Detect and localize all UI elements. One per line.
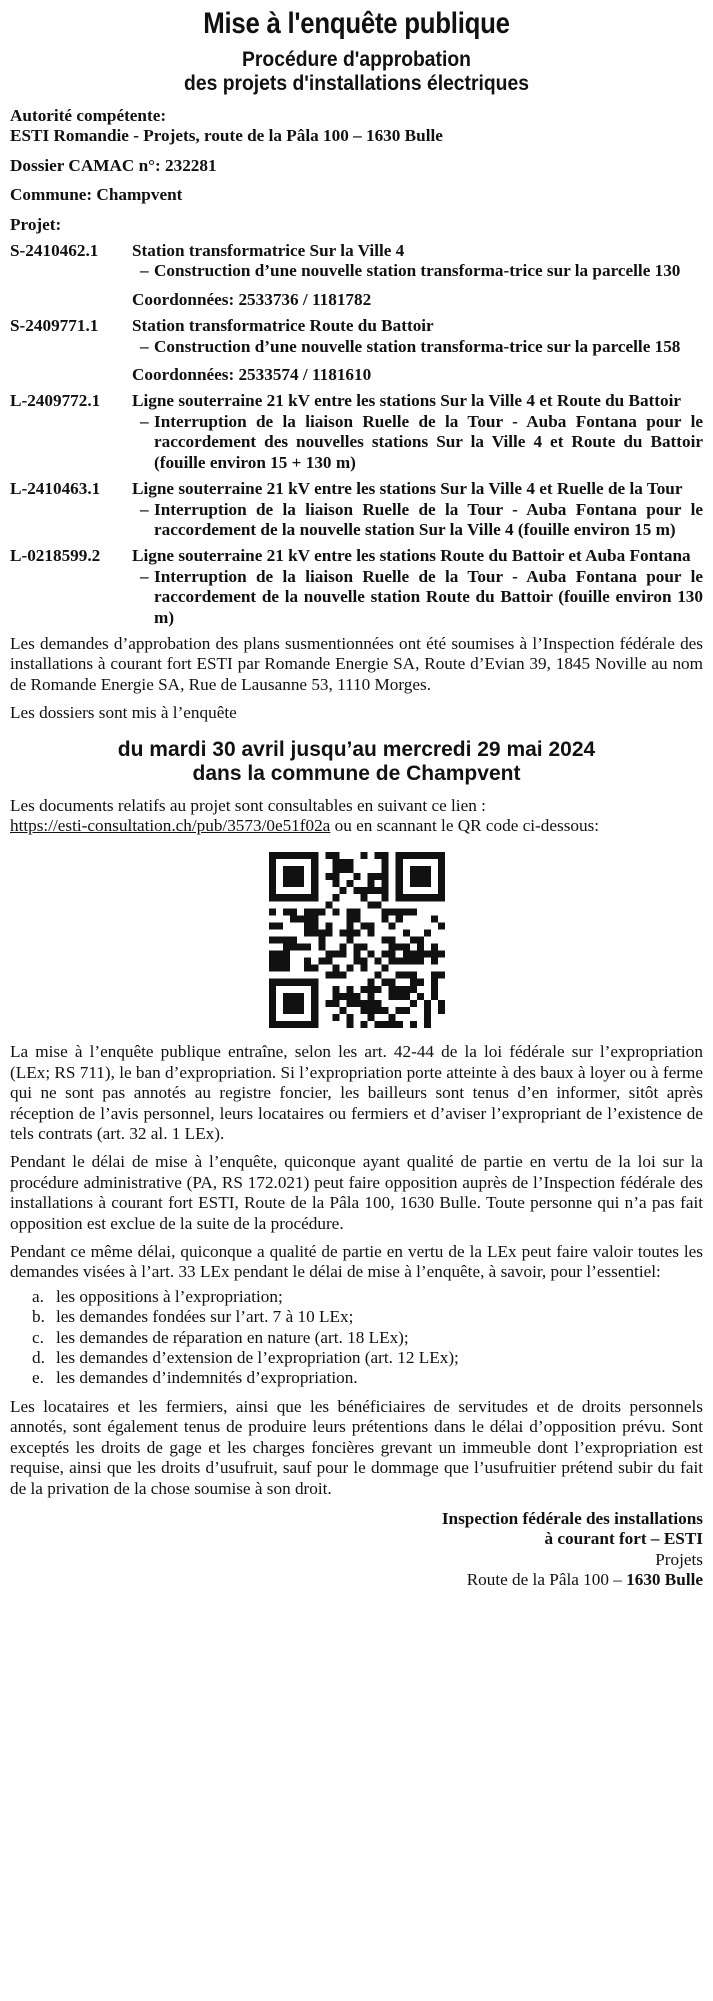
inquiry-dates — [10, 738, 703, 786]
list-item: b. les demandes fondées sur l’art. 7 à 10 LEx; — [32, 1307, 354, 1327]
project-description: Construction d’une nouvelle station transforma-trice sur la parcelle 158 — [154, 336, 681, 356]
project-label: Projet: — [10, 214, 62, 234]
claims-paragraph: Pendant ce même délai, quiconque a qualité de partie en vertu de la LEx peut faire valoir toutes les demandes visées à l’art. 33 LEx pendant le délai de mise à l’enquête, à savoir, pour l’essentiel: — [10, 1242, 703, 1282]
project-title: Ligne souterraine 21 kV entre les stations Sur la Ville 4 et Route du Battoir — [132, 391, 682, 411]
list-item: e. les demandes d’indemnités d’expropriation. — [32, 1368, 358, 1388]
qr-code-container — [10, 852, 703, 1028]
page-title: Mise à l'enquête publique — [203, 7, 510, 40]
dossier-number: Dossier CAMAC n°: 232281 — [10, 155, 217, 175]
commune: Commune: Champvent — [10, 185, 183, 205]
project-description: Interruption de la liaison Ruelle de la Tour - Auba Fontana pour le raccordement de la nouvelle station Route du Battoir (fouille environ 130 m) — [154, 566, 703, 627]
project-code: L-2409772.1 — [10, 391, 101, 411]
project-code: S-2410462.1 — [10, 241, 99, 261]
signature-line-3: Projets — [655, 1549, 703, 1569]
expropriation-paragraph: La mise à l’enquête publique entraîne, selon les art. 42-44 de la loi fédérale sur l’expropriation (LEx; RS 711), le ban d’expropriation. Si l’expropriation porte atteinte à des baux à loyer ou à ferme qui ne sont pas annotés au registre foncier, les bailleurs sont tenus d’en informer, sitôt après réception de l’avis personnel, leurs locataires ou fermiers et d’aviser l’expropriant de l’existence de tels contrats (art. 32 al. 1 LEx). — [10, 1042, 703, 1143]
signature-address: Route de la Pâla 100 – 1630 Bulle — [466, 1570, 703, 1590]
project-coordinates: Coordonnées: 2533736 / 1181782 — [132, 289, 372, 309]
project-title: Station transformatrice Route du Battoir — [132, 316, 434, 336]
documents-qr-text: ou en scannant le QR code ci-dessous: — [334, 815, 600, 835]
project-code: S-2409771.1 — [10, 316, 99, 336]
subtitle-line-1: Procédure d'approbation — [242, 48, 471, 71]
project-code: L-2410463.1 — [10, 479, 101, 499]
authority-value: ESTI Romandie - Projets, route de la Pâla 100 – 1630 Bulle — [10, 126, 443, 146]
opposition-paragraph: Pendant le délai de mise à l’enquête, quiconque ayant qualité de partie en vertu de la loi sur la procédure administrative (PA, RS 172.021) peut faire opposition auprès de l’Inspection fédérale des installations à courant fort ESTI, Route de la Pâla 100, 1630 Bulle. Toute personne qui n’a pas fait opposition est exclue de la suite de la procédure. — [10, 1152, 703, 1233]
qr-code-icon[interactable] — [269, 852, 445, 1028]
list-item: d. les demandes d’extension de l’expropriation (art. 12 LEx); — [32, 1348, 459, 1368]
page-subtitle — [38, 48, 676, 96]
inquiry-period: du mardi 30 avril jusqu’au mercredi 29 mai 2024 — [117, 737, 596, 761]
submission-paragraph: Les demandes d’approbation des plans susmentionnées ont été soumises à l’Inspection fédérale des installations à courant fort ESTI par Romande Energie SA, Route d’Evian 39, 1845 Noville au nom de Romande Energie SA, Rue de Lausanne 53, 1110 Morges. — [10, 633, 703, 694]
list-item: a. les oppositions à l’expropriation; — [32, 1286, 283, 1306]
subtitle-line-2: des projets d'installations électriques — [184, 72, 529, 95]
inquiry-intro: Les dossiers sont mis à l’enquête — [10, 703, 237, 723]
project-entry: L-2409772.1 Ligne souterraine 21 kV entre les stations Sur la Ville 4 et Route du Battoir – Interruption de la liaison Ruelle de la Tour - Auba Fontana pour le raccordement des nouvelles stations Sur la Ville 4 et Route du Battoir (fouille environ 15 + 130 m) — [10, 391, 703, 472]
consultation-link[interactable]: https://esti-consultation.ch/pub/3573/0e51f02a — [10, 815, 331, 835]
project-title: Ligne souterraine 21 kV entre les stations Sur la Ville 4 et Ruelle de la Tour — [132, 479, 683, 499]
documents-paragraph — [10, 796, 703, 837]
dossier-meta — [10, 106, 703, 235]
claims-list — [32, 1287, 703, 1389]
documents-text: Les documents relatifs au projet sont consultables en suivant ce lien : — [10, 795, 486, 815]
project-description: Construction d’une nouvelle station transforma-trice sur la parcelle 130 — [154, 261, 681, 281]
project-coordinates: Coordonnées: 2533574 / 1181610 — [132, 365, 372, 385]
inquiry-location: dans la commune de Champvent — [192, 761, 521, 785]
project-entry: S-2410462.1 Station transformatrice Sur la Ville 4 – Construction d’une nouvelle station transforma-trice sur la parcelle 130 Coordonnées: 2533736 / 1181782 — [10, 241, 703, 310]
project-description: Interruption de la liaison Ruelle de la Tour - Auba Fontana pour le raccordement de la nouvelle station Sur la Ville 4 (fouille environ 15 m) — [154, 499, 703, 539]
project-entry: L-2410463.1 Ligne souterraine 21 kV entre les stations Sur la Ville 4 et Ruelle de la Tour – Interruption de la liaison Ruelle de la Tour - Auba Fontana pour le raccordement de la nouvelle station Sur la Ville 4 (fouille environ 15 m) — [10, 479, 703, 539]
signature-block — [10, 1509, 703, 1591]
project-entry: L-0218599.2 Ligne souterraine 21 kV entre les stations Route du Battoir et Auba Fontana – Interruption de la liaison Ruelle de la Tour - Auba Fontana pour le raccordement de la nouvelle station Route du Battoir (fouille environ 130 m) — [10, 546, 703, 627]
project-title: Ligne souterraine 21 kV entre les stations Route du Battoir et Auba Fontana — [132, 546, 691, 566]
authority-label: Autorité compétente: — [10, 106, 167, 125]
signature-line-2: à courant fort – ESTI — [544, 1529, 703, 1549]
list-item: c. les demandes de réparation en nature (art. 18 LEx); — [32, 1327, 409, 1347]
project-entry: S-2409771.1 Station transformatrice Route du Battoir – Construction d’une nouvelle station transforma-trice sur la parcelle 158 Coordonnées: 2533574 / 1181610 — [10, 316, 703, 385]
project-description: Interruption de la liaison Ruelle de la Tour - Auba Fontana pour le raccordement des nouvelles stations Sur la Ville 4 et Route du Battoir (fouille environ 15 + 130 m) — [154, 411, 703, 472]
project-title: Station transformatrice Sur la Ville 4 — [132, 241, 405, 261]
signature-line-1: Inspection fédérale des installations — [441, 1508, 703, 1528]
tenants-paragraph: Les locataires et les fermiers, ainsi que les bénéficiaires de servitudes et de droits personnels annotés, sont également tenus de produire leurs prétentions dans le délai d’opposition prévu. Sont exceptés les droits de gage et les charges foncières grevant un immeuble dont l’expropriation est requise, ainsi que les droits d’usufruit, sauf pour le dommage que l’usufruitier prétend subir du fait de la privation de la chose soumise à son droit. — [10, 1396, 703, 1498]
project-code: L-0218599.2 — [10, 546, 101, 566]
